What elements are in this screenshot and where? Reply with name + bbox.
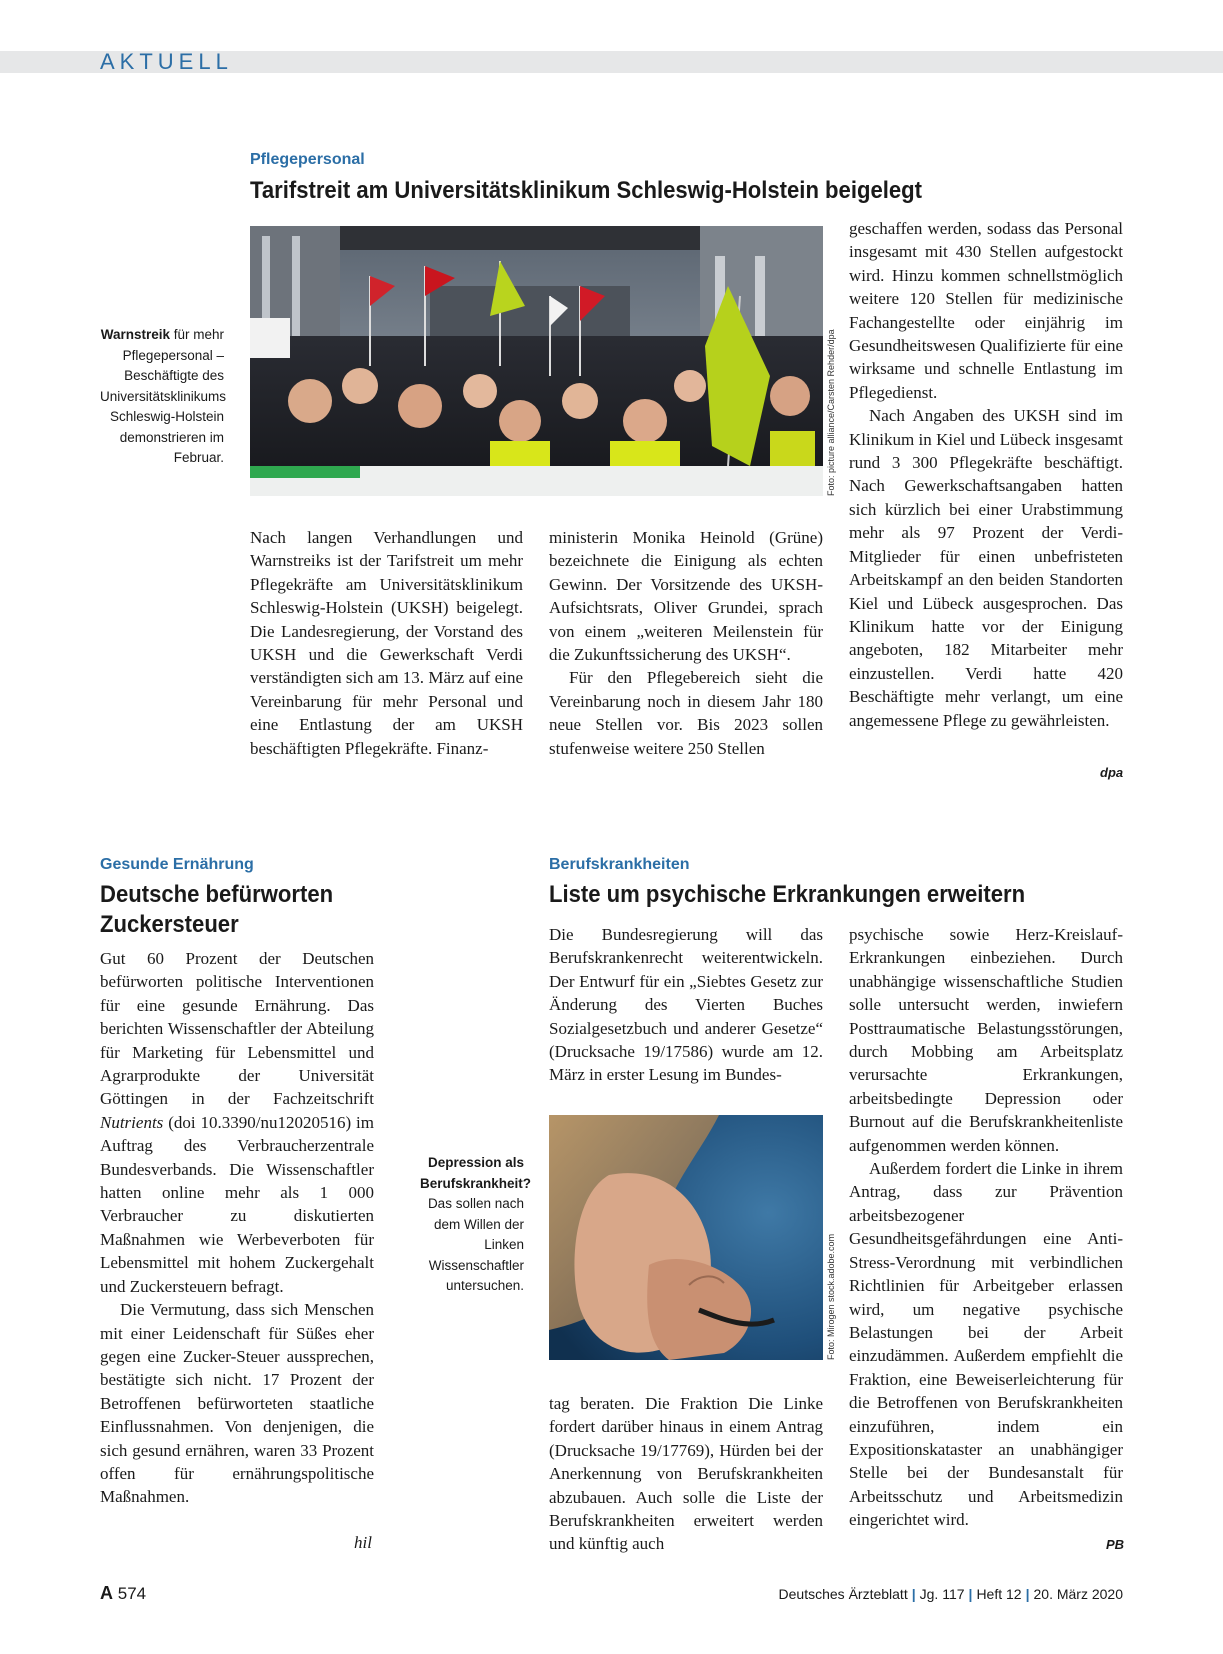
article2-paragraph: Die Vermutung, dass sich Menschen mit einer Leidenschaft für Süßes eher gegen eine Zucker-Steuer aussprechen, bestätigte sich nicht. 17 Prozent der Betroffenen befürworteten staatliche Einflussnahmen. Von denjenigen, die sich gesund ernähren, waren 33 Prozent offen für ernährungspolitische Maßnahmen. — [100, 1300, 374, 1507]
journal-name: Nutrients — [100, 1112, 164, 1132]
article3-photo-caption — [420, 1153, 532, 1297]
journal-volume: Jg. 117 — [919, 1586, 965, 1602]
pensive-woman-image — [549, 1115, 823, 1360]
article3-paragraph: Die Bundesregierung will das Berufskrankenrecht weiterentwickeln. Der Entwurf für ein „Siebtes Gesetz zur Änderung des Vierten Buches Sozialgesetzbuch und anderer Gesetze“ (Drucksache 19/17586) wurde am 12. März in erster Lesung im Bundes- — [549, 925, 823, 1085]
article3-paragraph: psychische sowie Herz-Kreislauf-Erkrankungen einbeziehen. Durch unabhängige wissenschaftliche Studien solle untersucht werden, inwiefern Posttraumatische Belastungsstörungen, durch Mobbing am Arbeitsplatz verursachte Erkrankungen, arbeitsbedingte Depression oder Burnout auf die Berufskrankheitenliste aufgenommen werden können. — [849, 925, 1123, 1155]
article3-kicker: Berufskrankheiten — [549, 856, 690, 873]
caption-text: Das sollen nach dem Willen der Linken Wissenschaftler untersuchen. — [427, 1196, 524, 1293]
journal-date: 20. März 2020 — [1033, 1586, 1123, 1602]
caption-text: für mehr Pflegepersonal – Beschäftigte des Universitätsklinikums Schleswig-Holstein demonstrieren im Februar. — [100, 327, 227, 465]
article2-text: Gut 60 Prozent der Deutschen befürworten politische Interventionen für eine gesunde Ernährung. Das berichten Wissenschaftler der Abteilung für Marketing für Lebensmittel und Agrarprodukte der Universität Göttingen in der Fachzeitschrift — [100, 949, 374, 1109]
caption-bold: Depression als Berufskrankheit? — [420, 1155, 532, 1191]
article1-photo-caption — [100, 325, 227, 469]
article3-column-1-top — [549, 923, 823, 1087]
article1-photo-credit: Foto: picture alliance/Carsten Rehder/dpa — [826, 329, 836, 496]
journal-issue: Heft 12 — [976, 1586, 1022, 1602]
article1-column-1 — [250, 526, 523, 760]
article1-photo — [250, 226, 823, 496]
caption-bold: Warnstreik — [100, 327, 170, 342]
article3-signature: PB — [1106, 1537, 1125, 1552]
article1-paragraph: Für den Pflegebereich sieht die Vereinbarung noch in diesem Jahr 180 neue Stellen vor. Bis 2023 sollen stufenweise weitere 250 Stellen — [549, 668, 823, 758]
section-label: AKTUELL — [100, 49, 233, 74]
article1-column-2 — [549, 526, 823, 760]
article3-headline: Liste um psychische Erkrankungen erweitern — [549, 881, 1026, 908]
article2-paragraph — [100, 947, 374, 1298]
article3-photo-credit: Foto: Mirogen stock.adobe.com — [826, 1233, 836, 1360]
article2-signature: hil — [354, 1533, 372, 1552]
strike-demonstration-image — [250, 226, 823, 496]
article2-headline: Deutsche befürworten Zuckersteuer — [100, 881, 334, 938]
article1-kicker: Pflegepersonal — [250, 151, 365, 168]
article1-headline: Tarifstreit am Universitätsklinikum Schleswig-Holstein beigelegt — [250, 177, 922, 204]
page-number — [100, 1583, 146, 1604]
article1-paragraph: ministerin Monika Heinold (Grüne) bezeichnete die Einigung als echten Gewinn. Der Vorsitzende des UKSH-Aufsichtsrats, Oliver Grundei, sprach von einem „weiteren Meilenstein für die Zukunftssicherung des UKSH“. — [549, 528, 823, 665]
article2-column — [100, 947, 374, 1509]
article1-signature: dpa — [1100, 765, 1124, 780]
article1-paragraph: geschaffen werden, sodass das Personal insgesamt mit 430 Stellen aufgestockt wird. Hinzu kommen schnellstmöglich weitere 120 Stellen für medizinische Fachangestellte oder einjährig im Gesundheitswesen Qualifizierte für eine wirksame und schnelle Entlastung im Pflegedienst. — [849, 219, 1123, 402]
article3-column-2 — [849, 923, 1123, 1532]
article3-paragraph: tag beraten. Die Fraktion Die Linke fordert darüber hinaus in einem Antrag (Drucksache 19/17769), Hürden bei der Anerkennung von Berufskrankheiten abzubauen. Auch solle die Liste der Berufskrankheiten erweitert werden und künftig auch — [549, 1394, 823, 1554]
article2-text: (doi 10.3390/nu12020516) im Auftrag des Verbraucherzentrale Bundesverbands. Die Wissenschaftler hatten online mehr als 1 000 Verbraucher zu diskutierten Maßnahmen wie Werbeverboten für Lebensmittel mit hohem Zuckergehalt und Zuckersteuern befragt. — [100, 1112, 374, 1296]
journal-title: Deutsches Ärzteblatt — [778, 1586, 908, 1602]
article1-paragraph: Nach Angaben des UKSH sind im Klinikum in Kiel und Lübeck insgesamt rund 3 300 Pflegekräfte beschäftigt. Nach Gewerkschaftsangaben hatten sich kürzlich bei einer Urabstimmung mehr als 97 Prozent der Verdi-Mitglieder für einen unbefristeten Arbeitskampf an den beiden Standorten Kiel und Lübeck ausgesprochen. Das Klinikum hatte vor der Einigung angeboten, 182 Mitarbeiter mehr einzustellen. Verdi hatte 420 Beschäftigte mehr verlangt, um eine angemessene Pflege zu gewährleisten. — [849, 406, 1123, 730]
article1-column-3 — [849, 217, 1123, 732]
page-number-value: 574 — [117, 1584, 147, 1603]
footer-separator: | — [968, 1586, 973, 1602]
article3-paragraph: Außerdem fordert die Linke in ihrem Antrag, dass zur Prävention arbeitsbezogener Gesundheitsgefährdungen eine Anti-Stress-Verordnung mit verbindlichen Richtlinien für Arbeitgeber erlassen wird, um negative psychische Belastungen bei der Arbeit einzudämmen. Außerdem empfiehlt die Fraktion, eine Beweiserleichterung für die Betroffenen von Berufskrankheiten einzuführen, indem ein Expositionskataster an unabhängiger Stelle bei der Bundesanstalt für Arbeitsschutz und Arbeitsmedizin eingerichtet wird. — [849, 1159, 1123, 1530]
article2-kicker: Gesunde Ernährung — [100, 856, 254, 873]
footer-separator: | — [1025, 1586, 1030, 1602]
journal-footer — [779, 1586, 1123, 1602]
article3-photo — [549, 1115, 823, 1360]
footer-separator: | — [911, 1586, 916, 1602]
article3-column-1-bottom — [549, 1392, 823, 1556]
article1-paragraph: Nach langen Verhandlungen und Warnstreiks ist der Tarifstreit um mehr Pflegekräfte am Universitätsklinikum Schleswig-Holstein (UKSH) beigelegt. Die Landesregierung, der Vorstand des UKSH und die Gewerkschaft Verdi verständigten sich am 13. März auf eine Vereinbarung für mehr Personal und eine Entlastung der am UKSH beschäftigten Pflegekräfte. Finanz- — [250, 528, 523, 758]
page-prefix: A — [100, 1583, 113, 1603]
